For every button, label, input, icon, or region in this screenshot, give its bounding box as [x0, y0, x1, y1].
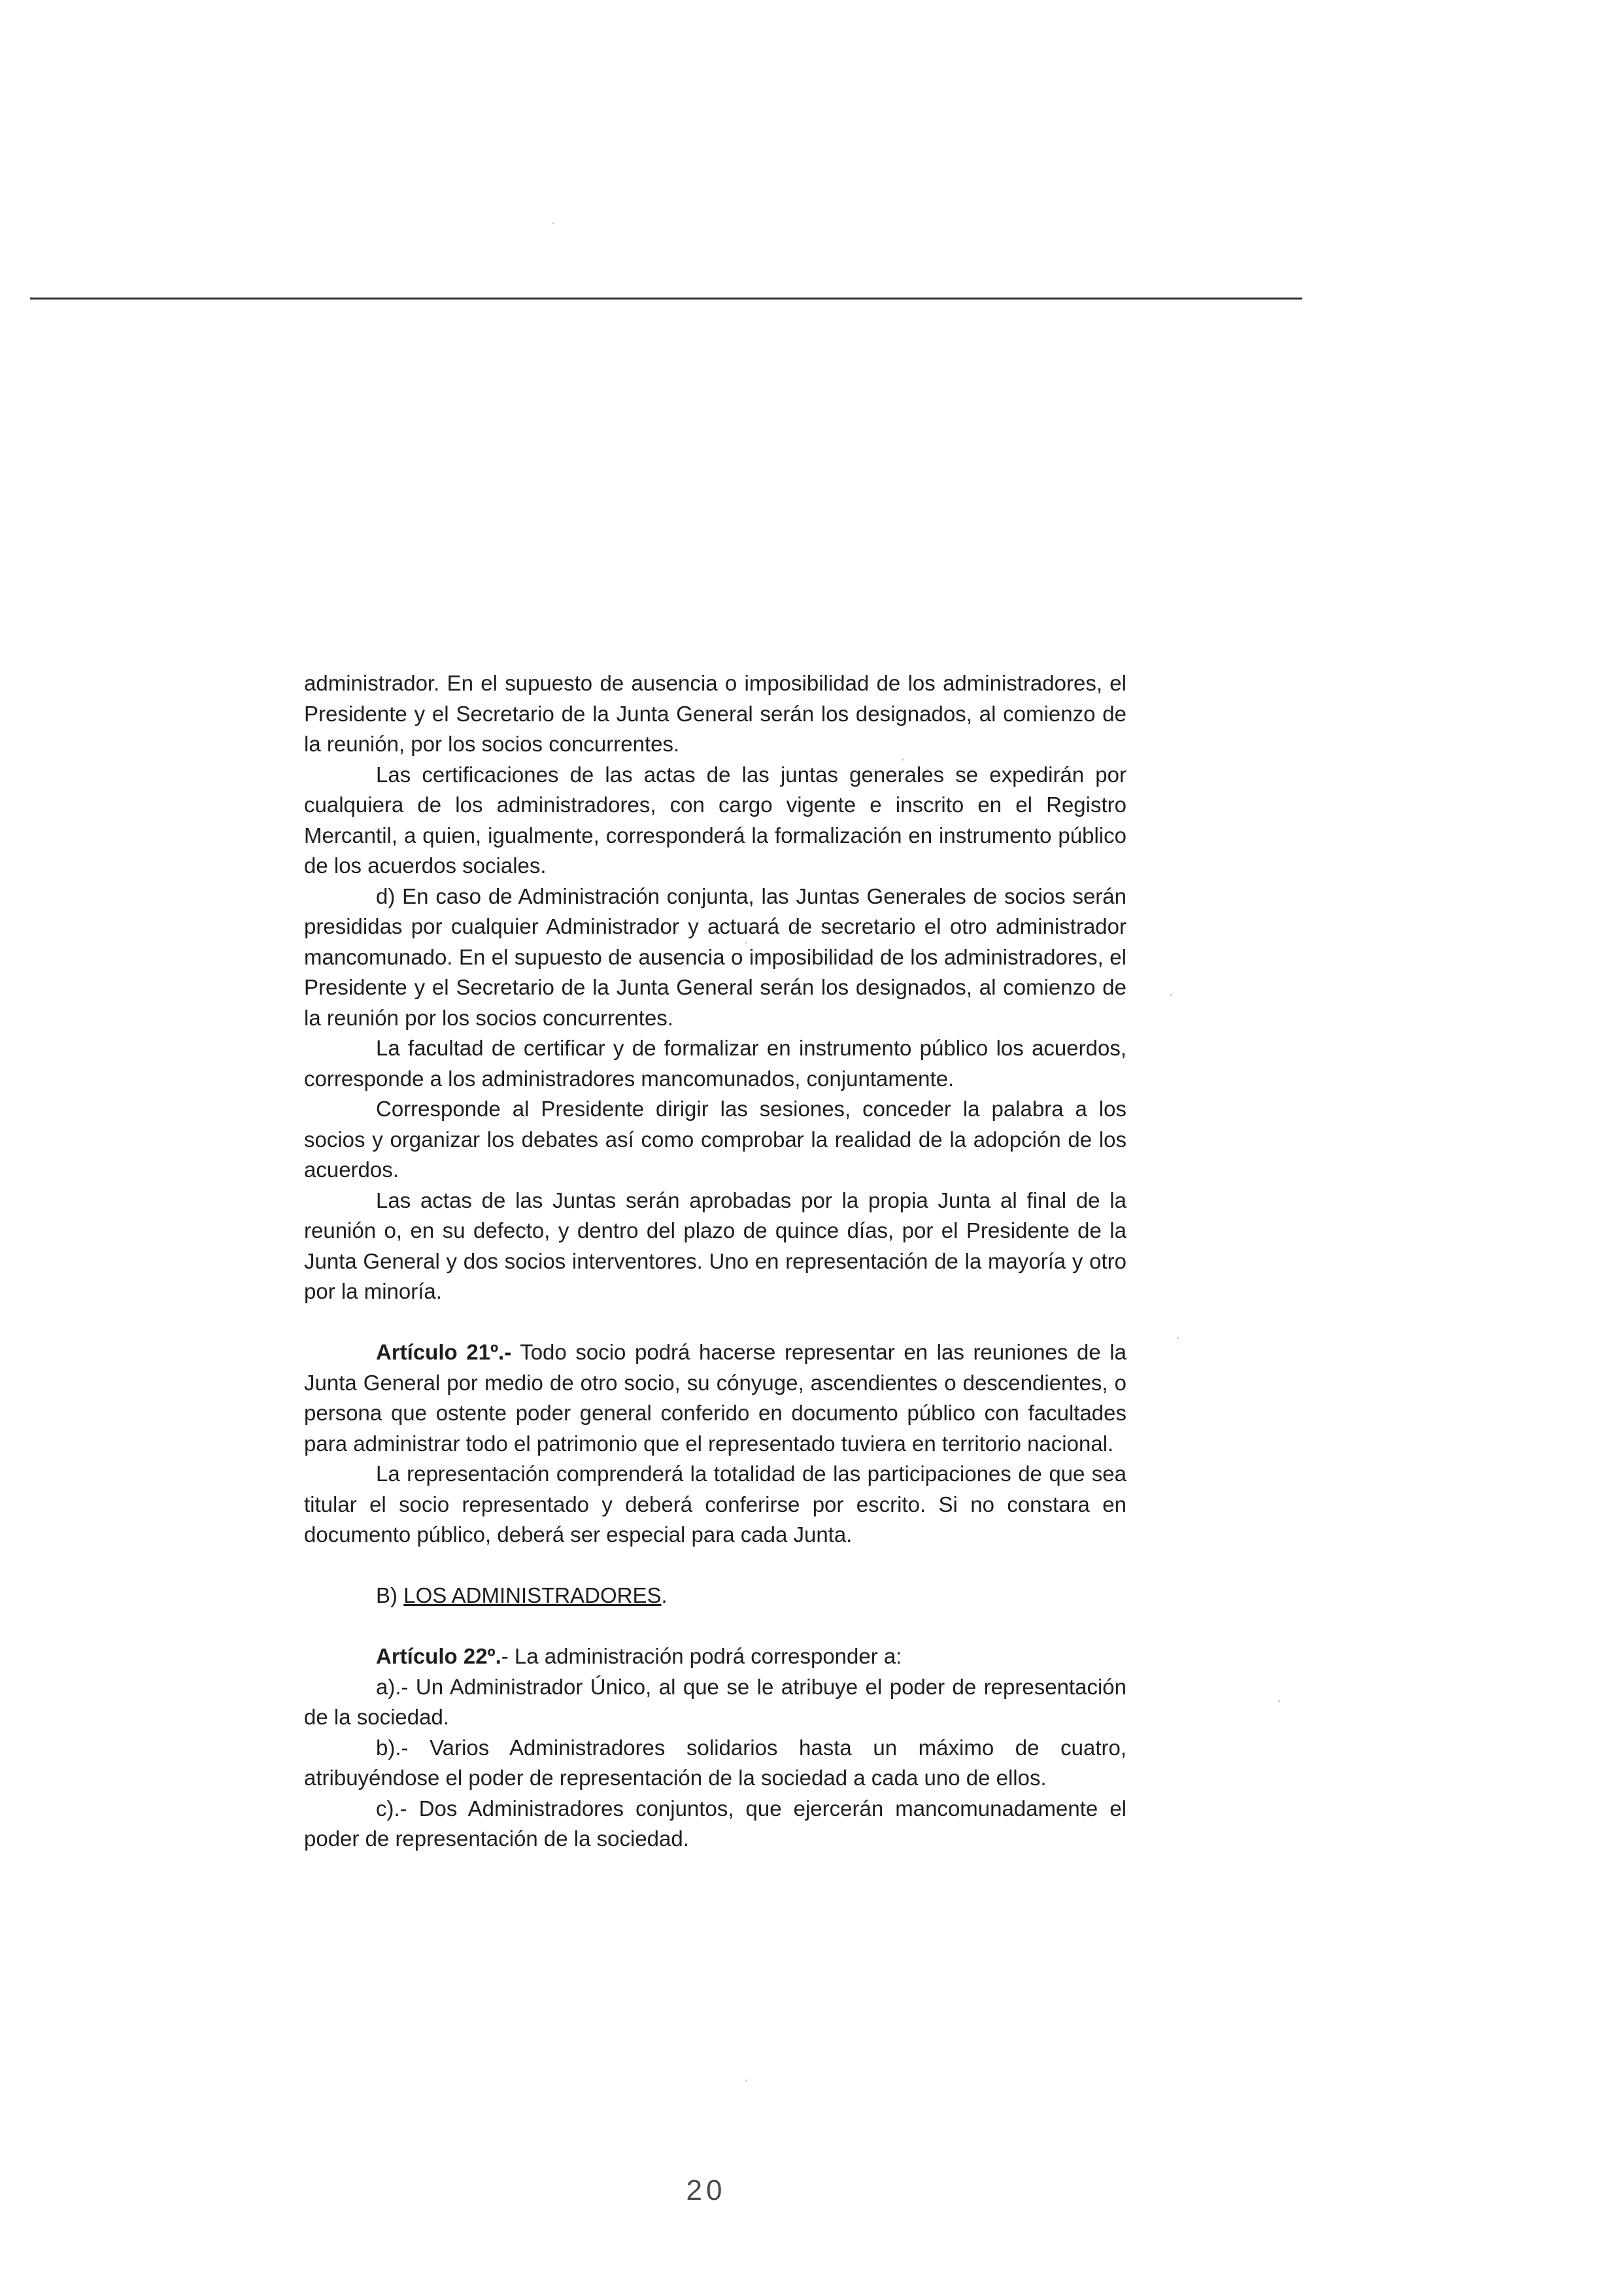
scan-speck: [552, 222, 554, 224]
page-number: 20: [686, 2174, 726, 2206]
scan-speck: [1177, 1337, 1179, 1339]
paragraph: La facultad de certificar y de formalizar en instrumento público los acuerdos, corresponde a los administradores mancomunados, conjuntamente.: [304, 1036, 1126, 1091]
document-body: [304, 668, 1126, 1855]
paragraph: Corresponde al Presidente dirigir las sesiones, conceder la palabra a los socios y organizar los debates así como comprobar la realidad de la adopción de los acuerdos.: [304, 1097, 1126, 1182]
article-22-text: - La administración podrá corresponder a:: [501, 1644, 902, 1668]
article-22-label: Artículo 22º.: [376, 1644, 501, 1668]
header-rule: [30, 298, 1302, 300]
article-21-text: Todo socio podrá hacerse representar en las reuniones de la Junta General por medio de otro socio, su cónyuge, ascendientes o descendientes, o persona que ostente poder general conferido en documento público con facultades para administrar todo el patrimonio que el representado tuviera en territorio nacional.: [304, 1340, 1126, 1456]
section-suffix: .: [661, 1583, 668, 1607]
paragraph: Las actas de las Juntas serán aprobadas por la propia Junta al final de la reunión o, en su defecto, y dentro del plazo de quince días, por el Presidente de la Junta General y dos socios interventores. Uno en representación de la mayoría y otro por la minoría.: [304, 1188, 1126, 1303]
list-item: c).- Dos Administradores conjuntos, que ejercerán mancomunadamente el poder de representación de la sociedad.: [304, 1796, 1126, 1851]
section-prefix: B): [376, 1583, 398, 1607]
scan-speck: [1278, 1700, 1280, 1702]
scan-speck: [745, 2080, 747, 2081]
paragraph: administrador. En el supuesto de ausencia o imposibilidad de los administradores, el Presidente y el Secretario de la Junta General serán los designados, al comienzo de la reunión, por los socios concurrentes.: [304, 671, 1126, 756]
paragraph: d) En caso de Administración conjunta, las Juntas Generales de socios serán presididas por cualquier Administrador y actuará de secretario el otro administrador mancomunado. En el supuesto de ausencia o imposibilidad de los administradores, el Presidente y el Secretario de la Junta General serán los designados, al comienzo de la reunión por los socios concurrentes.: [304, 883, 1126, 1030]
scan-speck: [902, 759, 904, 761]
section-heading: [304, 1581, 1126, 1611]
list-item: a).- Un Administrador Único, al que se le atribuye el poder de representación de la sociedad.: [304, 1674, 1126, 1729]
article-21: [304, 1337, 1126, 1459]
list-item: b).- Varios Administradores solidarios hasta un máximo de cuatro, atribuyéndose el poder de representación de la sociedad a cada uno de ellos.: [304, 1735, 1126, 1790]
scan-speck: [1170, 994, 1172, 996]
scan-speck: [745, 942, 747, 944]
article-22: [304, 1641, 1126, 1672]
section-title: LOS ADMINISTRADORES: [403, 1583, 662, 1607]
article-21-continuation: La representación comprenderá la totalidad de las participaciones de que sea titular el socio representado y deberá conferirse por escrito. Si no constara en documento público, deberá ser especial para cada Junta.: [304, 1462, 1126, 1547]
paragraph: Las certificaciones de las actas de las juntas generales se expedirán por cualquiera de los administradores, con cargo vigente e inscrito en el Registro Mercantil, a quien, igualmente, corresponderá la formalización en instrumento público de los acuerdos sociales.: [304, 762, 1126, 878]
article-21-label: Artículo 21º.-: [376, 1340, 512, 1364]
